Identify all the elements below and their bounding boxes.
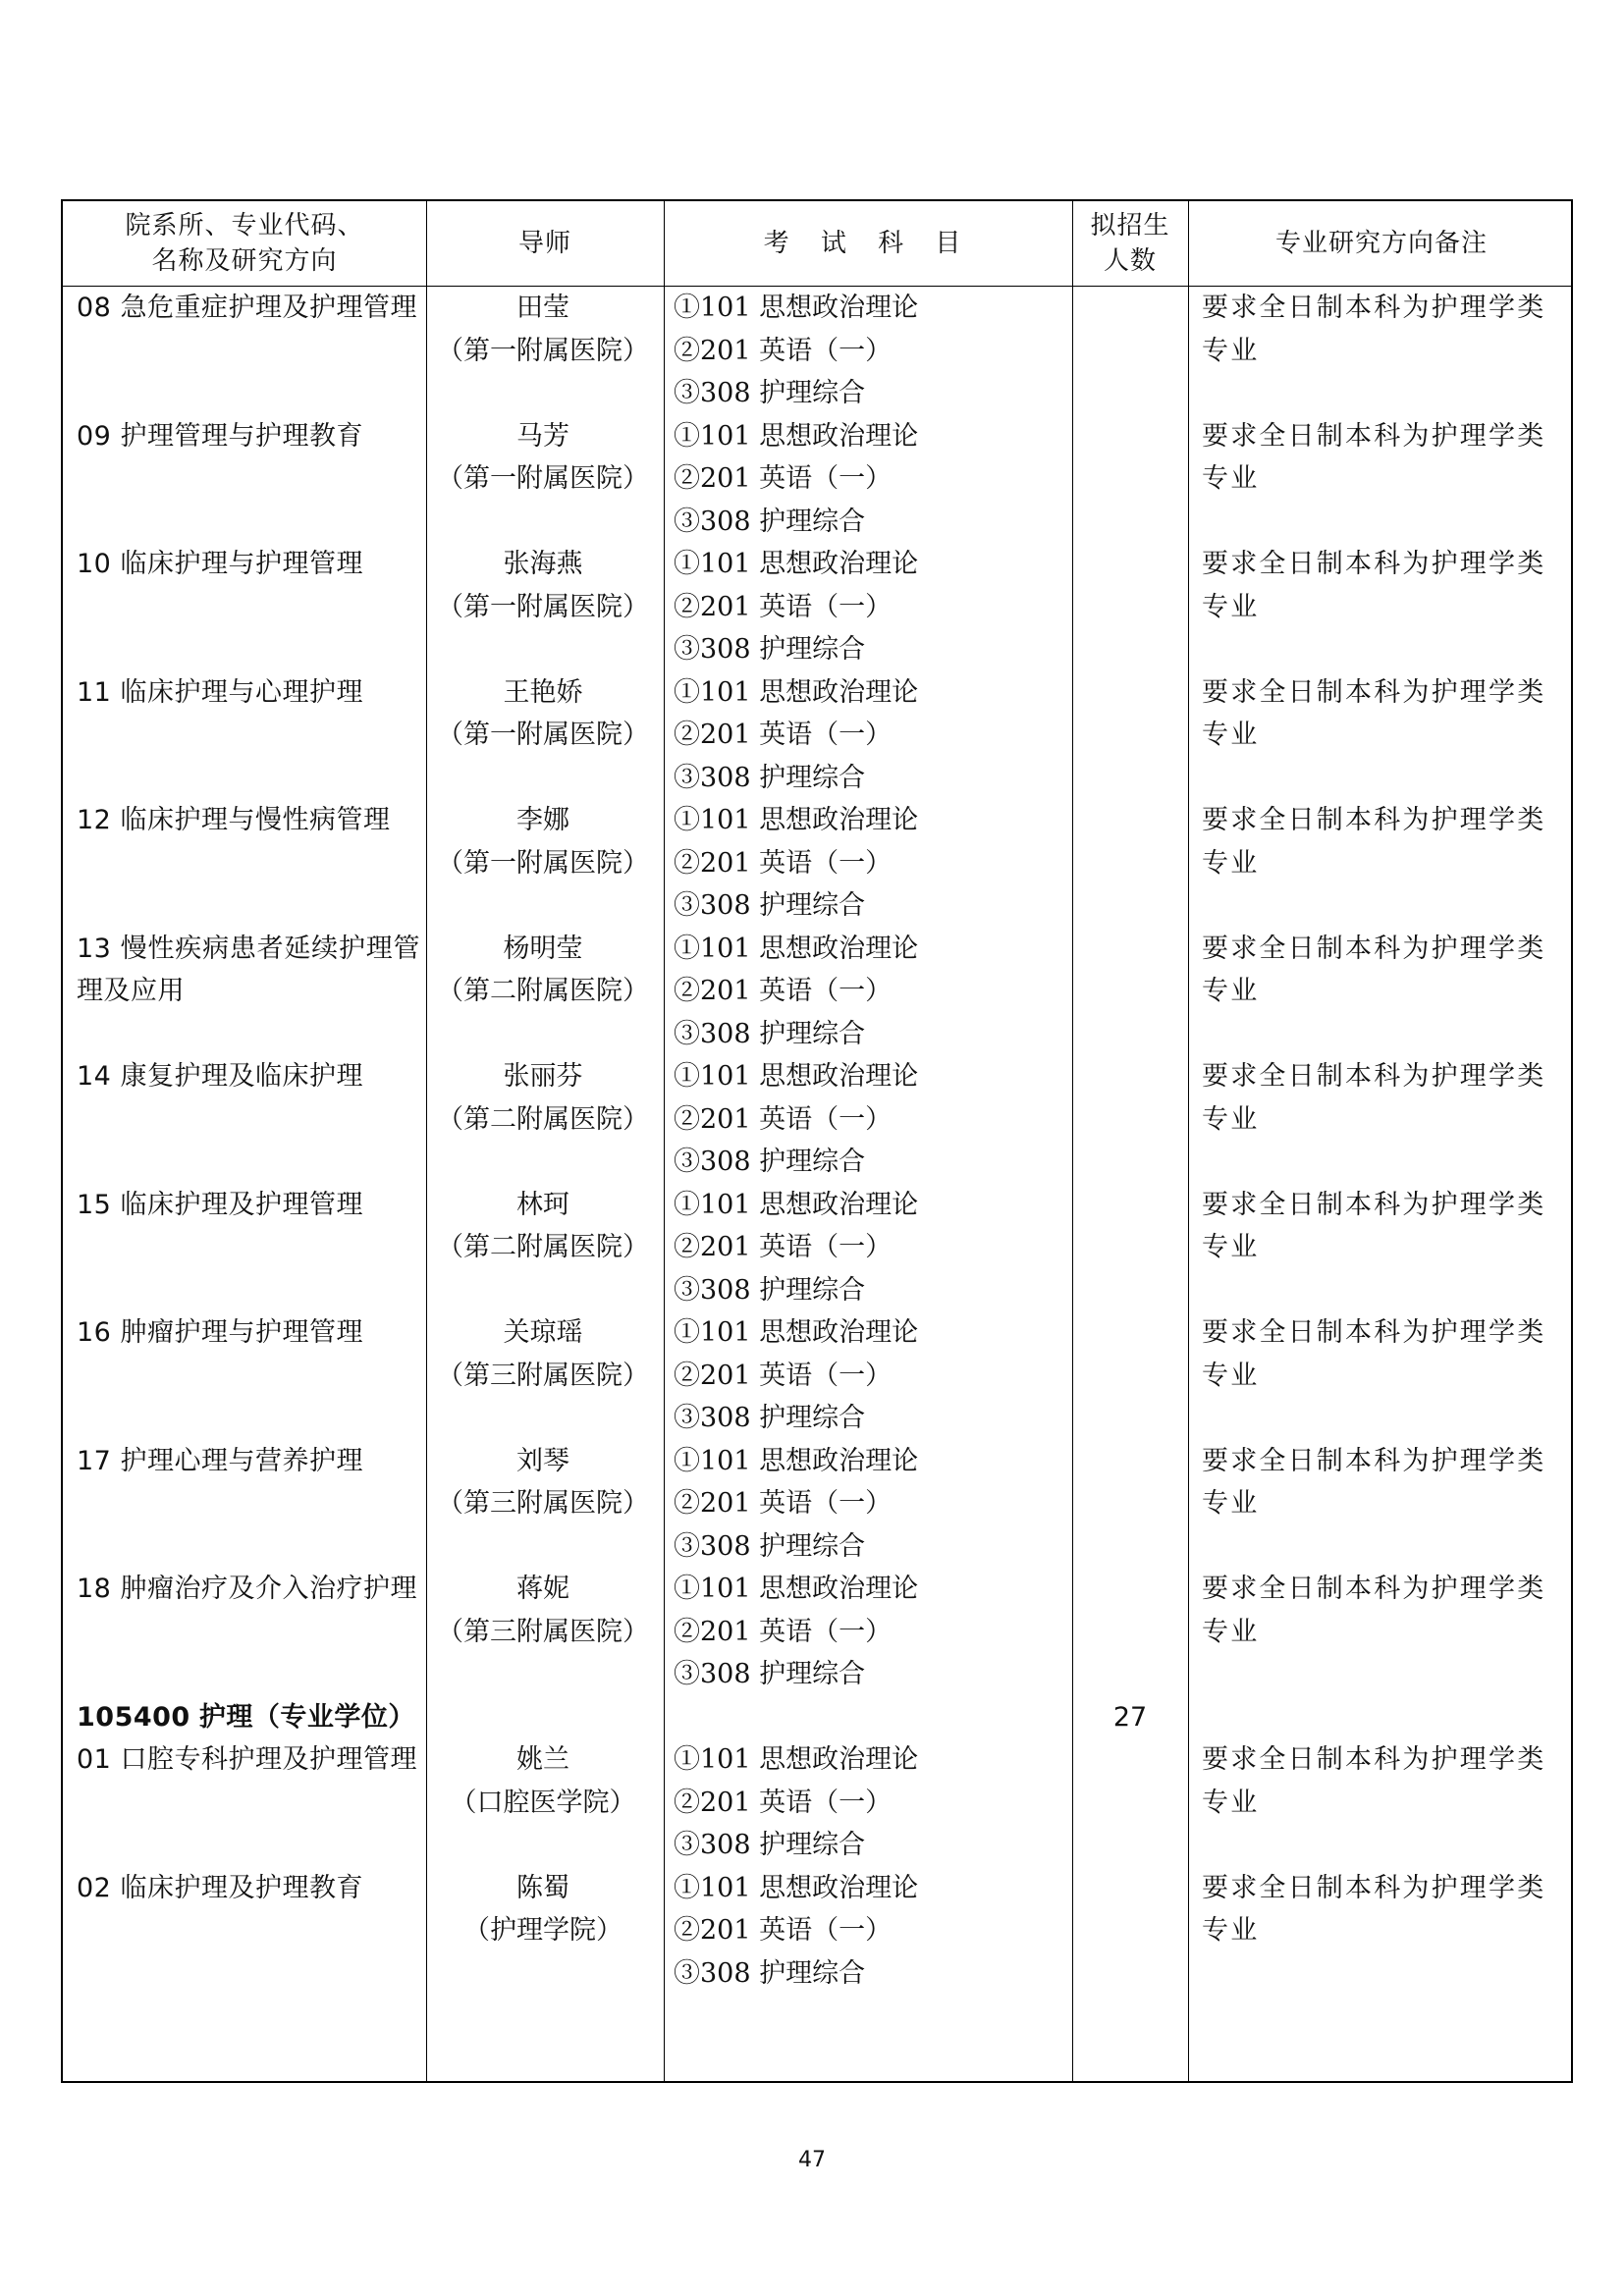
tutor-cell [426,1184,660,1269]
header-quota [1072,201,1188,286]
direction-cell [77,799,420,842]
exam-cell [674,543,1066,671]
program-code: 105400 [77,1701,190,1733]
program-quota: 27 [1112,1701,1148,1733]
tutor-name: 王艳娇 [503,676,583,708]
note-cell [1202,928,1565,1013]
direction-cell [77,671,420,715]
direction-text [77,1055,420,1098]
tutor-unit: （第三附属医院） [437,1488,649,1519]
exam-subject: ①101 思想政治理论 [674,1574,919,1604]
exam-subject: ③308 护理综合 [674,506,866,537]
note-cell [1202,799,1565,884]
note-text: 要求全日制本科为护理学类专业 [1202,1189,1546,1262]
tutor-name: 陈蜀 [516,1872,569,1903]
exam-cell [674,928,1066,1056]
direction-code: 10 [77,549,112,579]
exam-cell [674,287,1066,415]
tutor-cell [426,1867,660,1952]
direction-code: 15 [77,1189,112,1220]
exam-subject: ③308 护理综合 [674,1530,866,1562]
exam-subject: ②201 英语（一） [674,1915,893,1946]
exam-subject: ①101 思想政治理论 [674,293,919,323]
direction-code: 08 [77,293,112,323]
exam-subject: ③308 护理综合 [674,1147,866,1177]
exam-subject: ②201 英语（一） [674,1232,893,1262]
exam-cell [674,1568,1066,1696]
exam-subject: ②201 英语（一） [674,720,893,750]
tutor-cell [426,287,660,372]
exam-subject: ②201 英语（一） [674,1360,893,1391]
direction-name: 急危重症护理及护理管理 [120,293,417,323]
direction-code: 17 [77,1445,112,1476]
direction-text [77,1867,420,1910]
tutor-name: 张丽芬 [503,1061,583,1092]
direction-code: 12 [77,805,112,835]
tutor-unit: （第二附属医院） [437,976,649,1006]
direction-name: 康复护理及临床护理 [120,1061,363,1092]
direction-cell [77,1738,420,1782]
note-cell [1202,1055,1565,1141]
column-divider [1072,201,1073,2081]
direction-name: 慢性疾病患者延续护理管理及应用 [77,933,421,1006]
tutor-name: 林珂 [516,1189,569,1220]
exam-subject: ②201 英语（一） [674,1488,893,1519]
exam-cell [674,415,1066,544]
direction-text [77,1311,420,1355]
note-text: 要求全日制本科为护理学类专业 [1202,676,1546,750]
exam-subject: ②201 英语（一） [674,1616,893,1647]
exam-subject: ③308 护理综合 [674,1274,866,1306]
header-exam-label: 考 试 科 目 [763,229,973,258]
enrollment-table [61,199,1573,2083]
direction-text [77,287,420,330]
tutor-name: 张海燕 [503,549,583,579]
exam-cell [674,671,1066,800]
tutor-name: 姚兰 [516,1744,569,1775]
exam-subject: ②201 英语（一） [674,335,893,366]
note-cell [1202,1440,1565,1525]
exam-cell [674,1055,1066,1184]
tutor-name: 关琼瑶 [503,1317,583,1348]
note-text: 要求全日制本科为护理学类专业 [1202,1317,1546,1391]
exam-subject: ①101 思想政治理论 [674,676,919,708]
exam-subject: ①101 思想政治理论 [674,1872,919,1903]
tutor-unit: （第三附属医院） [437,1616,649,1647]
note-text: 要求全日制本科为护理学类专业 [1202,549,1546,622]
exam-subject: ①101 思想政治理论 [674,805,919,835]
header-direction-line1: 院系所、专业代码、 [125,211,364,240]
header-direction [63,201,426,286]
direction-cell [77,543,420,586]
direction-name: 临床护理与心理护理 [120,676,363,708]
tutor-name: 蒋妮 [516,1574,569,1604]
exam-cell [674,1867,1066,1996]
tutor-unit: （口腔医学院） [450,1787,636,1818]
tutor-cell [426,543,660,628]
tutor-cell [426,415,660,501]
exam-subject: ①101 思想政治理论 [674,1061,919,1092]
tutor-cell [426,1440,660,1525]
tutor-name: 杨明莹 [503,933,583,964]
tutor-name: 马芳 [516,420,569,452]
exam-subject: ①101 思想政治理论 [674,1744,919,1775]
direction-code: 09 [77,420,112,452]
header-quota-line1: 拟招生 [1090,211,1170,240]
note-text: 要求全日制本科为护理学类专业 [1202,933,1546,1006]
direction-text [77,799,420,842]
program-title [77,1696,420,1739]
direction-cell [77,1311,420,1355]
column-divider [664,201,665,2081]
direction-name: 口腔专科护理及护理管理 [120,1744,417,1775]
direction-cell [77,1568,420,1611]
direction-code: 14 [77,1061,112,1092]
header-note [1188,201,1575,286]
exam-subject: ②201 英语（一） [674,847,893,879]
header-quota-line2: 人数 [1103,246,1157,276]
tutor-cell [426,1311,660,1397]
direction-code: 11 [77,676,112,708]
note-cell [1202,1867,1565,1952]
tutor-cell [426,928,660,1013]
exam-subject: ③308 护理综合 [674,762,866,793]
note-text: 要求全日制本科为护理学类专业 [1202,420,1546,494]
header-direction-line2: 名称及研究方向 [151,246,338,276]
direction-name: 护理管理与护理教育 [120,420,363,452]
note-text: 要求全日制本科为护理学类专业 [1202,1872,1546,1946]
direction-name: 肿瘤治疗及介入治疗护理 [120,1574,417,1604]
exam-subject: ①101 思想政治理论 [674,933,919,964]
exam-cell [674,1440,1066,1569]
tutor-name: 田莹 [516,293,569,323]
exam-cell [674,799,1066,928]
exam-subject: ①101 思想政治理论 [674,1189,919,1220]
note-cell [1202,415,1565,501]
note-text: 要求全日制本科为护理学类专业 [1202,1744,1546,1818]
direction-text [77,415,420,458]
direction-text [77,671,420,715]
column-divider [1188,201,1189,2081]
note-cell [1202,1738,1565,1824]
direction-cell [77,415,420,458]
note-text: 要求全日制本科为护理学类专业 [1202,293,1546,366]
exam-cell [674,1738,1066,1867]
direction-cell [77,1440,420,1483]
header-exam [664,201,1072,286]
direction-cell [77,1184,420,1227]
tutor-unit: （第一附属医院） [437,720,649,750]
header-tutor-label: 导师 [517,229,571,258]
exam-subject: ③308 护理综合 [674,1403,866,1433]
tutor-cell [426,1738,660,1824]
header-note-label: 专业研究方向备注 [1274,229,1488,258]
exam-subject: ②201 英语（一） [674,591,893,622]
direction-name: 临床护理及护理管理 [120,1189,363,1220]
tutor-name: 刘琴 [516,1445,569,1476]
exam-cell [674,1184,1066,1312]
header-tutor [426,201,664,286]
direction-name: 临床护理与护理管理 [120,549,363,579]
tutor-cell [426,671,660,757]
direction-cell [77,287,420,330]
exam-subject: ②201 英语（一） [674,1787,893,1818]
page-number: 47 [798,2148,826,2172]
tutor-unit: （第二附属医院） [437,1232,649,1262]
exam-subject: ③308 护理综合 [674,1659,866,1689]
direction-name: 临床护理与慢性病管理 [120,805,391,835]
exam-subject: ①101 思想政治理论 [674,1317,919,1348]
note-cell [1202,1568,1565,1653]
tutor-unit: （护理学院） [463,1915,623,1946]
tutor-name: 李娜 [516,805,569,835]
direction-name: 护理心理与营养护理 [120,1445,363,1476]
direction-name: 临床护理及护理教育 [120,1872,363,1903]
direction-cell [77,928,420,1013]
exam-subject: ③308 护理综合 [674,378,866,408]
exam-subject: ③308 护理综合 [674,1018,866,1049]
tutor-cell [426,799,660,884]
exam-subject: ②201 英语（一） [674,976,893,1006]
direction-text [77,1568,420,1611]
exam-subject: ①101 思想政治理论 [674,1445,919,1476]
tutor-unit: （第一附属医院） [437,463,649,494]
direction-text [77,1440,420,1483]
note-cell [1202,671,1565,757]
tutor-unit: （第三附属医院） [437,1360,649,1391]
direction-text [77,1738,420,1782]
tutor-cell [426,1055,660,1141]
program-name: 护理（专业学位） [198,1701,415,1733]
direction-code: 18 [77,1574,112,1604]
note-cell [1202,1184,1565,1269]
direction-code: 02 [77,1872,112,1903]
exam-subject: ①101 思想政治理论 [674,549,919,579]
direction-code: 16 [77,1317,112,1348]
tutor-unit: （第一附属医院） [437,335,649,366]
tutor-cell [426,1568,660,1653]
direction-name: 肿瘤护理与护理管理 [120,1317,363,1348]
exam-subject: ②201 英语（一） [674,1103,893,1135]
note-cell [1202,543,1565,628]
exam-subject: ③308 护理综合 [674,890,866,921]
direction-code: 13 [77,933,112,964]
note-cell [1202,1311,1565,1397]
direction-text [77,928,420,1013]
direction-code: 01 [77,1744,112,1775]
exam-subject: ③308 护理综合 [674,1957,866,1989]
exam-subject: ②201 英语（一） [674,463,893,494]
direction-cell [77,1867,420,1910]
tutor-unit: （第二附属医院） [437,1103,649,1135]
exam-subject: ③308 护理综合 [674,634,866,665]
direction-cell [77,1055,420,1098]
direction-text [77,1184,420,1227]
note-cell [1202,287,1565,372]
note-text: 要求全日制本科为护理学类专业 [1202,1574,1546,1647]
exam-subject: ③308 护理综合 [674,1830,866,1860]
note-text: 要求全日制本科为护理学类专业 [1202,1061,1546,1135]
note-text: 要求全日制本科为护理学类专业 [1202,1445,1546,1519]
exam-cell [674,1311,1066,1440]
tutor-unit: （第一附属医院） [437,847,649,879]
exam-subject: ①101 思想政治理论 [674,420,919,452]
direction-text [77,543,420,586]
note-text: 要求全日制本科为护理学类专业 [1202,805,1546,879]
tutor-unit: （第一附属医院） [437,591,649,622]
